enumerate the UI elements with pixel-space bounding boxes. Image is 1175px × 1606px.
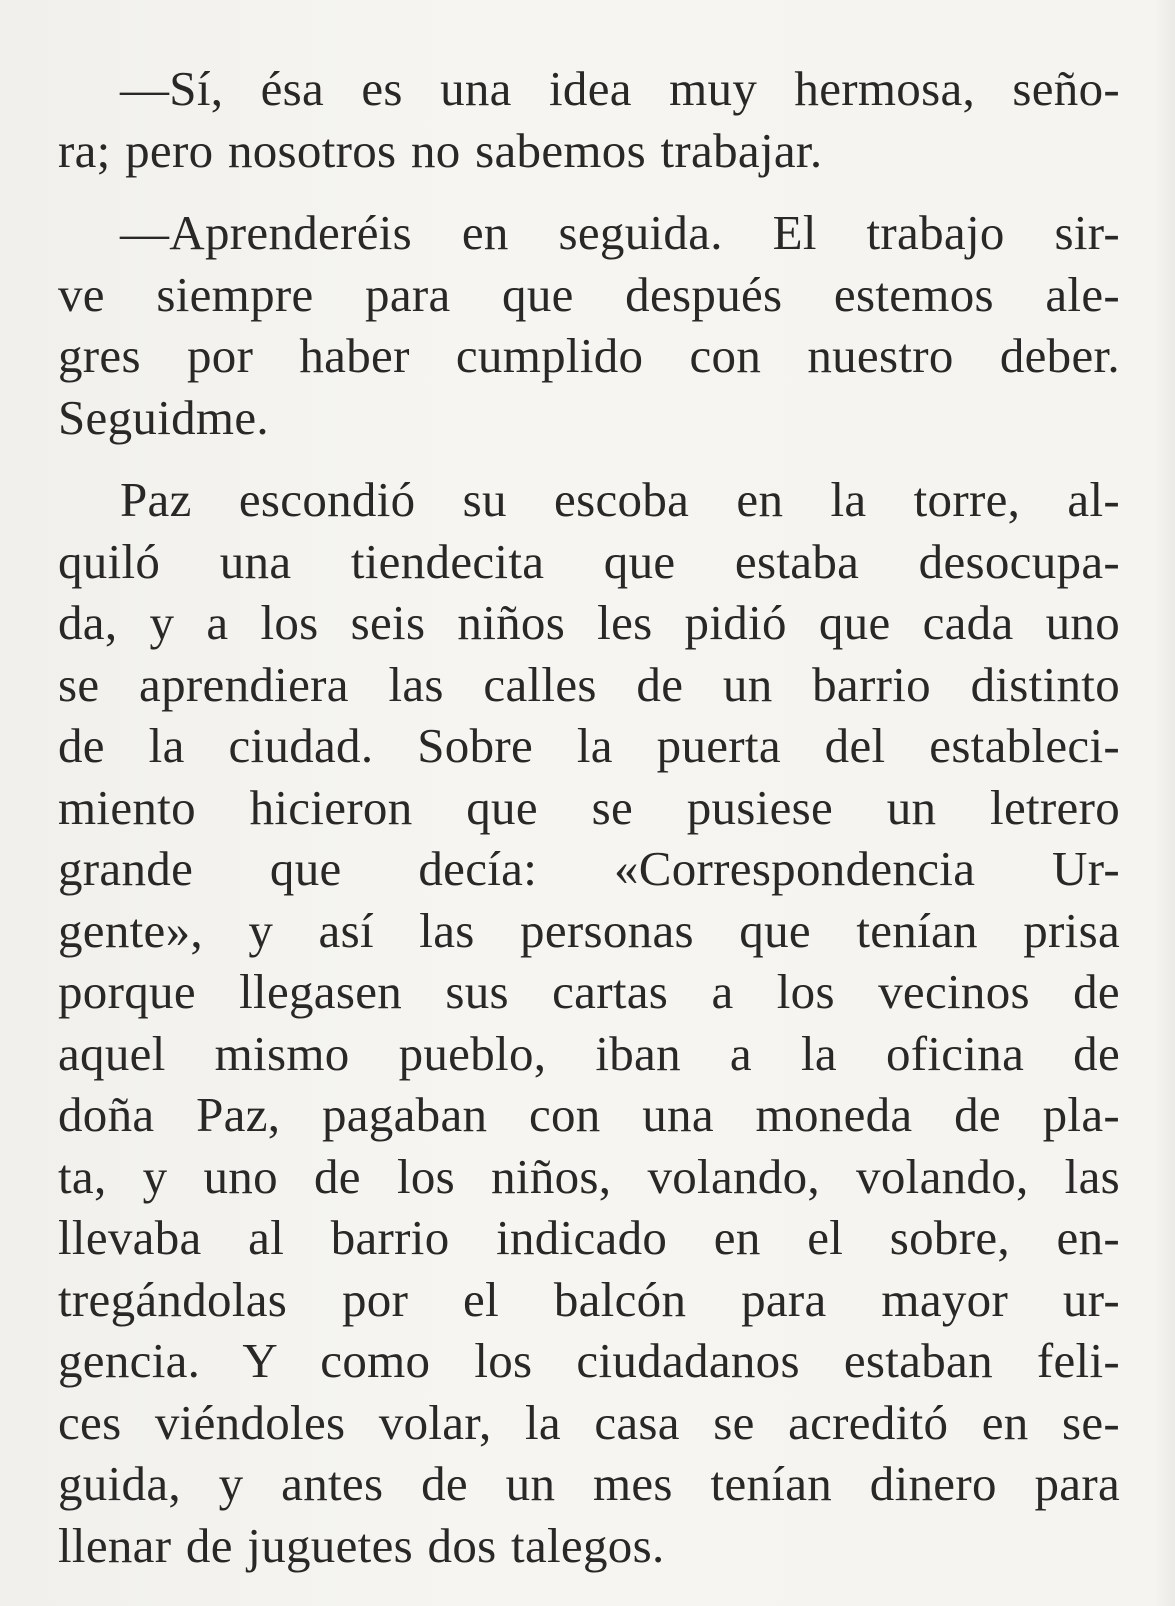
text-line: guida, y antes de un mes tenían dinero para bbox=[58, 1456, 1120, 1511]
text-line: ta, y uno de los niños, volando, volando, las bbox=[58, 1148, 1120, 1204]
text-line: gencia. Y como los ciudadanos estaban feli- bbox=[58, 1333, 1120, 1388]
text-line: ces viéndoles volar, la casa se acreditó en se- bbox=[58, 1394, 1120, 1450]
paragraph-dialogue-2 bbox=[58, 202, 1120, 448]
text-line: quiló una tiendecita que estaba desocupa- bbox=[58, 533, 1120, 589]
text-line: Seguidme. bbox=[58, 389, 269, 445]
text-line: —Aprenderéis en seguida. El trabajo sir- bbox=[120, 205, 1120, 260]
text-line: tregándolas por el balcón para mayor ur- bbox=[58, 1271, 1120, 1327]
text-line: llevaba al barrio indicado en el sobre, en- bbox=[58, 1210, 1120, 1265]
text-line: ve siempre para que después estemos ale- bbox=[58, 266, 1120, 322]
text-line: gres por haber cumplido con nuestro deber. bbox=[58, 328, 1120, 383]
text-line: miento hicieron que se pusiese un letrero bbox=[58, 779, 1120, 835]
text-line: ra; pero nosotros no sabemos trabajar. bbox=[58, 122, 823, 178]
text-line: doña Paz, pagaban con una moneda de pla- bbox=[58, 1087, 1120, 1142]
paragraph-narrative bbox=[58, 469, 1120, 1576]
text-line: Paz escondió su escoba en la torre, al- bbox=[120, 472, 1120, 527]
text-line: grande que decía: «Correspondencia Ur- bbox=[58, 841, 1120, 896]
text-line: llenar de juguetes dos talegos. bbox=[58, 1517, 665, 1573]
text-line: se aprendiera las calles de un barrio distinto bbox=[58, 656, 1120, 712]
page-text bbox=[58, 58, 1120, 1576]
paragraph-dialogue-1 bbox=[58, 58, 1120, 181]
text-line: —Sí, ésa es una idea muy hermosa, seño- bbox=[120, 61, 1120, 116]
text-line: porque llegasen sus cartas a los vecinos de bbox=[58, 964, 1120, 1019]
page-edge-shadow bbox=[1153, 0, 1175, 1606]
text-line: aquel mismo pueblo, iban a la oficina de bbox=[58, 1025, 1120, 1081]
text-line: de la ciudad. Sobre la puerta del estableci- bbox=[58, 718, 1120, 773]
text-line: gente», y así las personas que tenían prisa bbox=[58, 902, 1120, 958]
text-line: da, y a los seis niños les pidió que cada uno bbox=[58, 595, 1120, 650]
